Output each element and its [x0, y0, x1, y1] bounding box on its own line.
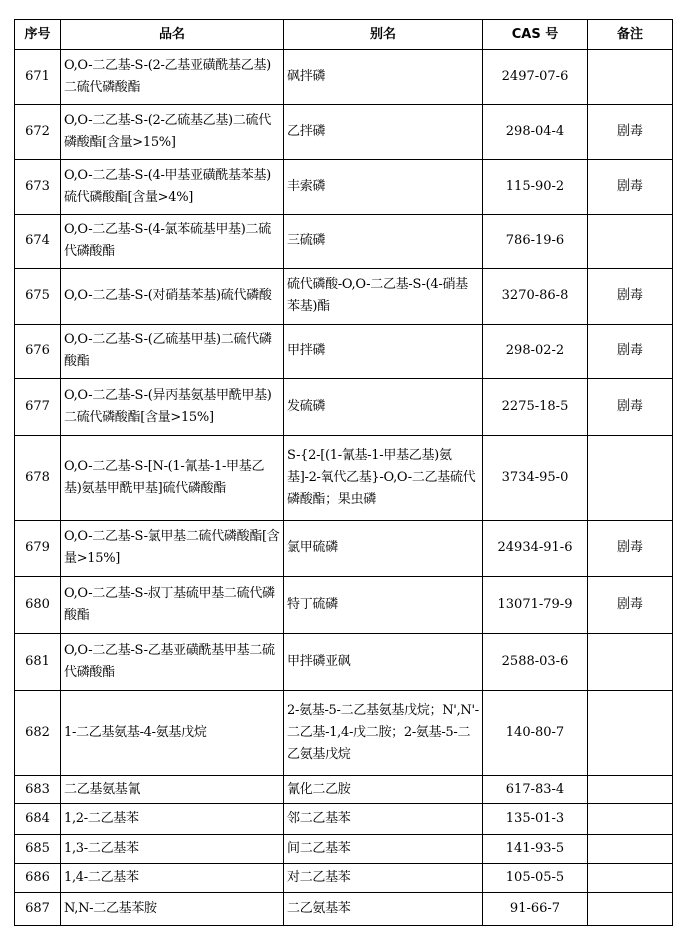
table-row: [15, 576, 673, 633]
table-row: [15, 50, 673, 105]
cell-no: 680: [15, 576, 61, 633]
header-alias: 别名: [284, 20, 483, 50]
table-row: [15, 834, 673, 863]
header-cas: CAS 号: [483, 20, 588, 50]
cell-name: O,O-二乙基-S-叔丁基硫甲基二硫代磷酸酯: [61, 576, 284, 633]
cell-no: 671: [15, 50, 61, 105]
cell-name: O,O-二乙基-S-(2-乙基亚磺酰基乙基)二硫代磷酸酯: [61, 50, 284, 105]
cell-alias: 发硫磷: [284, 379, 483, 436]
header-row: [15, 20, 673, 50]
cell-note: 剧毒: [588, 105, 673, 160]
cell-cas: 115-90-2: [483, 160, 588, 214]
header-name: 品名: [61, 20, 284, 50]
cell-cas: 13071-79-9: [483, 576, 588, 633]
cell-cas: 105-05-5: [483, 863, 588, 892]
cell-cas: 135-01-3: [483, 804, 588, 834]
cell-name: N,N-二乙基苯胺: [61, 892, 284, 925]
cell-cas: 140-80-7: [483, 691, 588, 776]
table-row: [15, 691, 673, 776]
cell-no: 677: [15, 379, 61, 436]
cell-alias: 间二乙基苯: [284, 834, 483, 863]
cell-name: O,O-二乙基-S-(乙硫基甲基)二硫代磷酸酯: [61, 324, 284, 378]
cell-no: 679: [15, 520, 61, 576]
cell-alias: 氰化二乙胺: [284, 776, 483, 804]
cell-alias: S-{2-[(1-氰基-1-甲基乙基)氨基]-2-氧代乙基}-O,O-二乙基硫代磷酸酯；果虫磷: [284, 436, 483, 520]
cell-alias: 甲拌磷: [284, 324, 483, 378]
cell-cas: 786-19-6: [483, 214, 588, 268]
cell-name: 1,3-二乙基苯: [61, 834, 284, 863]
cell-alias: 特丁硫磷: [284, 576, 483, 633]
cell-name: O,O-二乙基-S-乙基亚磺酰基甲基二硫代磷酸酯: [61, 633, 284, 690]
table-row: [15, 436, 673, 520]
cell-no: 676: [15, 324, 61, 378]
cell-no: 683: [15, 776, 61, 804]
chemical-table: [14, 19, 673, 926]
cell-note: 剧毒: [588, 268, 673, 324]
table-row: [15, 214, 673, 268]
cell-alias: 硫代磷酸-O,O-二乙基-S-(4-硝基苯基)酯: [284, 268, 483, 324]
cell-alias: 二乙氨基苯: [284, 892, 483, 925]
cell-note: [588, 776, 673, 804]
cell-name: 1,2-二乙基苯: [61, 804, 284, 834]
cell-note: 剧毒: [588, 576, 673, 633]
cell-cas: 3270-86-8: [483, 268, 588, 324]
cell-name: O,O-二乙基-S-(4-氯苯硫基甲基)二硫代磷酸酯: [61, 214, 284, 268]
cell-note: [588, 834, 673, 863]
cell-cas: 298-04-4: [483, 105, 588, 160]
cell-no: 684: [15, 804, 61, 834]
cell-note: 剧毒: [588, 160, 673, 214]
cell-cas: 141-93-5: [483, 834, 588, 863]
cell-name: O,O-二乙基-S-(异丙基氨基甲酰甲基)二硫代磷酸酯[含量>15%]: [61, 379, 284, 436]
cell-no: 672: [15, 105, 61, 160]
cell-cas: 24934-91-6: [483, 520, 588, 576]
table-row: [15, 160, 673, 214]
cell-note: [588, 892, 673, 925]
cell-cas: 2275-18-5: [483, 379, 588, 436]
cell-alias: 乙拌磷: [284, 105, 483, 160]
cell-no: 675: [15, 268, 61, 324]
cell-no: 681: [15, 633, 61, 690]
cell-alias: 2-氨基-5-二乙基氨基戊烷；N',N'-二乙基-1,4-戊二胺；2-氨基-5-二乙氨基戊烷: [284, 691, 483, 776]
cell-alias: 砜拌磷: [284, 50, 483, 105]
cell-name: O,O-二乙基-S-(2-乙硫基乙基)二硫代磷酸酯[含量>15%]: [61, 105, 284, 160]
cell-alias: 对二乙基苯: [284, 863, 483, 892]
cell-cas: 2497-07-6: [483, 50, 588, 105]
cell-name: O,O-二乙基-S-(4-甲基亚磺酰基苯基)硫代磷酸酯[含量>4%]: [61, 160, 284, 214]
cell-note: 剧毒: [588, 520, 673, 576]
cell-alias: 邻二乙基苯: [284, 804, 483, 834]
cell-note: [588, 50, 673, 105]
table-row: [15, 863, 673, 892]
cell-no: 673: [15, 160, 61, 214]
cell-note: [588, 214, 673, 268]
table-row: [15, 804, 673, 834]
header-no: 序号: [15, 20, 61, 50]
cell-no: 682: [15, 691, 61, 776]
cell-no: 678: [15, 436, 61, 520]
table-row: [15, 633, 673, 690]
cell-note: [588, 863, 673, 892]
cell-no: 687: [15, 892, 61, 925]
cell-note: 剧毒: [588, 379, 673, 436]
cell-no: 674: [15, 214, 61, 268]
cell-no: 685: [15, 834, 61, 863]
cell-alias: 甲拌磷亚砜: [284, 633, 483, 690]
cell-name: 二乙基氨基氰: [61, 776, 284, 804]
cell-name: 1-二乙基氨基-4-氨基戊烷: [61, 691, 284, 776]
cell-note: [588, 691, 673, 776]
table-row: [15, 520, 673, 576]
header-note: 备注: [588, 20, 673, 50]
cell-alias: 氯甲硫磷: [284, 520, 483, 576]
table-row: [15, 892, 673, 925]
cell-name: O,O-二乙基-S-氯甲基二硫代磷酸酯[含量>15%]: [61, 520, 284, 576]
cell-cas: 3734-95-0: [483, 436, 588, 520]
table-row: [15, 105, 673, 160]
cell-name: O,O-二乙基-S-(对硝基苯基)硫代磷酸: [61, 268, 284, 324]
table-body: [15, 50, 673, 926]
table-row: [15, 324, 673, 378]
cell-cas: 617-83-4: [483, 776, 588, 804]
cell-name: 1,4-二乙基苯: [61, 863, 284, 892]
cell-name: O,O-二乙基-S-[N-(1-氰基-1-甲基乙基)氨基甲酰甲基]硫代磷酸酯: [61, 436, 284, 520]
cell-cas: 298-02-2: [483, 324, 588, 378]
table-row: [15, 776, 673, 804]
cell-cas: 91-66-7: [483, 892, 588, 925]
table-row: [15, 268, 673, 324]
cell-note: [588, 436, 673, 520]
cell-alias: 丰索磷: [284, 160, 483, 214]
cell-note: [588, 633, 673, 690]
cell-no: 686: [15, 863, 61, 892]
cell-note: [588, 804, 673, 834]
cell-alias: 三硫磷: [284, 214, 483, 268]
table-row: [15, 379, 673, 436]
cell-note: 剧毒: [588, 324, 673, 378]
cell-cas: 2588-03-6: [483, 633, 588, 690]
